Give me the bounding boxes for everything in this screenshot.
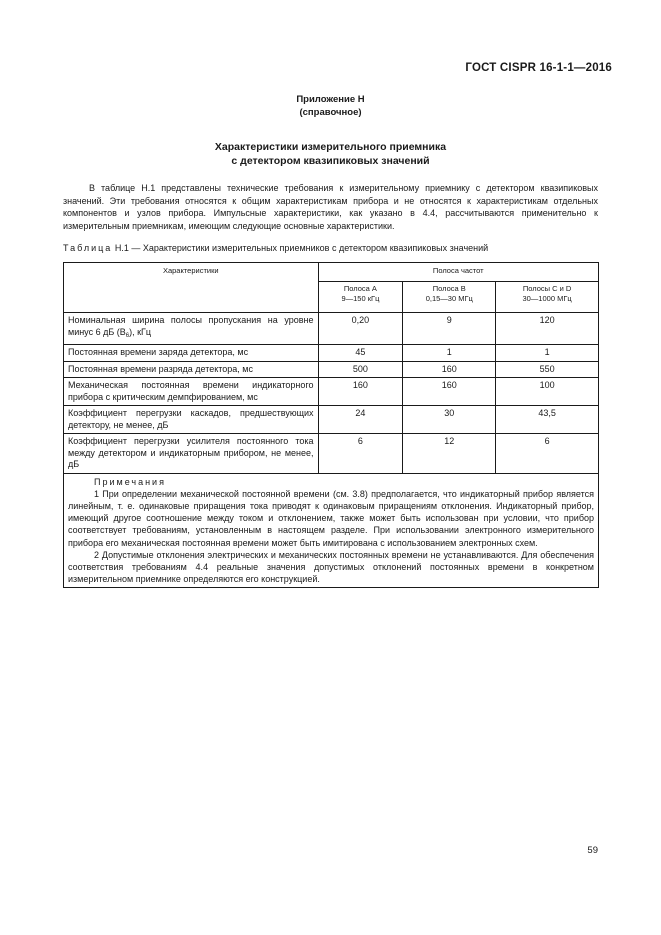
- row-name: Постоянная времени разряда детектора, мс: [64, 361, 319, 378]
- annex-heading: [0, 93, 661, 119]
- section-title-line-1: Характеристики измерительного приемника: [214, 141, 447, 153]
- characteristics-table: [63, 262, 599, 588]
- band-range: 30—1000 МГц: [522, 294, 572, 303]
- row-name-subscript: 6: [125, 332, 130, 339]
- header-band-a: [318, 282, 403, 313]
- section-heading: [0, 140, 661, 168]
- note-2: 2 Допустимые отклонения электрических и механических постоянных времени не устанавливаются. Для обеспечения соответствия требованиям 4.4 реальные значения допустимых отклонений постоянных времени в конкретном измерительном приемнике определяются его конструкцией.: [68, 549, 594, 585]
- row-value-band-a: 24: [318, 406, 403, 434]
- intro-paragraph: [63, 182, 598, 232]
- table-row: [64, 313, 599, 345]
- table-notes-row: [64, 473, 599, 588]
- table-row: [64, 345, 599, 362]
- row-value-band-b: 160: [403, 378, 496, 406]
- row-value-band-a: 0,20: [318, 313, 403, 345]
- note-1: 1 При определении механической постоянной времени (см. 3.8) предполагается, что индикаторный прибор является линейным, т. е. одинаковые приращения тока приводят к одинаковым приращениям отклонения. Индикаторный прибор, имеющий другое соотношение между током и отклонением, также может быть использован при условии, что прибор соответствует требованиям, установленным в настоящем разделе. При использовании электронного измерительного прибора его механическая постоянная времени может быть имитирована с использованием электронных схем.: [68, 488, 594, 548]
- row-name: Механическая постоянная времени индикаторного прибора с критическим демпфированием, мс: [64, 378, 319, 406]
- row-value-band-cd: 6: [496, 434, 599, 474]
- table-row: [64, 434, 599, 474]
- notes-title: Примечания: [94, 476, 166, 487]
- band-name: Полосы C и D: [522, 284, 572, 293]
- header-band-b: [403, 282, 496, 313]
- row-name-suffix: ), кГц: [129, 326, 152, 337]
- row-value-band-a: 6: [318, 434, 403, 474]
- band-range: 9—150 кГц: [341, 294, 380, 303]
- table-notes: [64, 473, 599, 588]
- row-value-band-cd: 1: [496, 345, 599, 362]
- annex-title: Приложение Н: [296, 94, 365, 105]
- row-value-band-b: 1: [403, 345, 496, 362]
- row-name: Постоянная времени заряда детектора, мс: [64, 345, 319, 362]
- row-name: [64, 313, 319, 345]
- table-caption-label: Таблица: [63, 243, 113, 253]
- row-value-band-b: 9: [403, 313, 496, 345]
- section-title-line-2: с детектором квазипиковых значений: [231, 155, 430, 167]
- row-value-band-b: 30: [403, 406, 496, 434]
- band-name: Полоса В: [432, 284, 466, 293]
- band-range: 0,15—30 МГц: [425, 294, 473, 303]
- row-value-band-a: 500: [318, 361, 403, 378]
- table-caption-text: Н.1 — Характеристики измерительных приемников с детектором квазипиковых значений: [114, 243, 489, 253]
- header-frequency-band: Полоса частот: [318, 263, 599, 282]
- page-number: 59: [587, 845, 598, 856]
- table-row: [64, 406, 599, 434]
- annex-subtitle: (справочное): [299, 107, 362, 118]
- row-value-band-cd: 100: [496, 378, 599, 406]
- row-value-band-b: 160: [403, 361, 496, 378]
- row-value-band-cd: 120: [496, 313, 599, 345]
- row-value-band-cd: 43,5: [496, 406, 599, 434]
- table-row: [64, 361, 599, 378]
- header-characteristics: Характеристики: [64, 263, 319, 313]
- document-code: ГОСТ CISPR 16-1-1—2016: [465, 62, 612, 74]
- row-value-band-a: 45: [318, 345, 403, 362]
- band-name: Полоса А: [343, 284, 377, 293]
- row-value-band-a: 160: [318, 378, 403, 406]
- intro-text: В таблице Н.1 представлены технические требования к измерительному приемнику с детектором квазипиковых значений. Эти требования относятся к общим характеристикам прибора и не относятся к характеристикам отдельных компонентов и узлов прибора. Импульсные характеристики, как указано в 4.4, рассчитываются применительно к измерительным приемникам, имеющим следующие основные характеристики.: [63, 183, 598, 231]
- header-band-cd: [496, 282, 599, 313]
- row-name-text: Номинальная ширина полосы пропускания на уровне минус 6 дБ (B: [68, 315, 314, 337]
- row-name: Коэффициент перегрузки каскадов, предшествующих детектору, не менее, дБ: [64, 406, 319, 434]
- row-name: Коэффициент перегрузки усилителя постоянного тока между детектором и индикаторным прибором, не менее, дБ: [64, 434, 319, 474]
- row-value-band-cd: 550: [496, 361, 599, 378]
- table-caption: [63, 242, 603, 254]
- row-value-band-b: 12: [403, 434, 496, 474]
- table-row: [64, 378, 599, 406]
